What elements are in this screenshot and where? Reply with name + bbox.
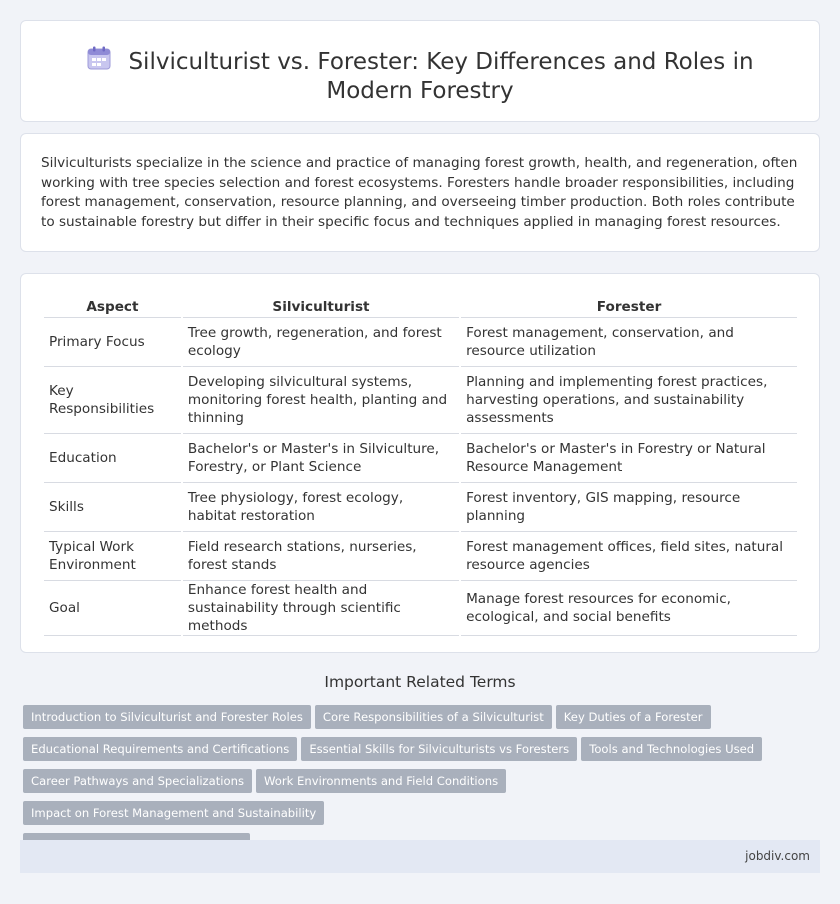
page-title: Silviculturist vs. Forester: Key Differences and Roles in Modern Forestry	[128, 49, 754, 104]
footer	[20, 840, 820, 873]
cell-forester: Manage forest resources for economic, ecological, and social benefits	[461, 581, 797, 636]
table-row	[44, 581, 797, 636]
intro-paragraph: Silviculturists specialize in the science and practice of managing forest growth, health, and regeneration, often working with tree species selection and forest ecosystems. Foresters handle broader responsibilities, including forest management, conservation, resource planning, and overseeing timber production. Both roles contribute to sustainable forestry but differ in their specific focus and techniques applied in managing forest resources.	[41, 155, 798, 230]
intro-card	[20, 133, 820, 252]
cell-forester: Planning and implementing forest practices, harvesting operations, and sustainability assessments	[461, 367, 797, 434]
related-terms-title: Important Related Terms	[324, 673, 516, 691]
cell-aspect: Skills	[44, 483, 181, 532]
title-wrap	[61, 45, 779, 106]
comparison-table	[42, 296, 799, 636]
header-forester: Forester	[461, 296, 797, 318]
table-header-row	[44, 296, 797, 318]
header-silviculturist: Silviculturist	[183, 296, 459, 318]
cell-silviculturist: Tree physiology, forest ecology, habitat restoration	[183, 483, 459, 532]
table-row	[44, 367, 797, 434]
cell-silviculturist: Bachelor's or Master's in Silviculture, Forestry, or Plant Science	[183, 434, 459, 483]
related-term-tag[interactable]: Impact on Forest Management and Sustainability	[23, 801, 324, 825]
related-term-tag[interactable]: Key Duties of a Forester	[556, 705, 711, 729]
related-term-tag[interactable]: Tools and Technologies Used	[581, 737, 762, 761]
table-row	[44, 434, 797, 483]
related-term-tag[interactable]: Work Environments and Field Conditions	[256, 769, 506, 793]
calendar-icon	[86, 45, 112, 71]
table-row	[44, 318, 797, 367]
cell-silviculturist: Developing silvicultural systems, monitoring forest health, planting and thinning	[183, 367, 459, 434]
cell-aspect: Education	[44, 434, 181, 483]
cell-silviculturist: Tree growth, regeneration, and forest ecology	[183, 318, 459, 367]
footer-site-link[interactable]: jobdiv.com	[745, 849, 810, 863]
cell-aspect: Key Responsibilities	[44, 367, 181, 434]
cell-silviculturist: Enhance forest health and sustainability through scientific methods	[183, 581, 459, 636]
title-card	[20, 20, 820, 122]
related-term-tag[interactable]: Core Responsibilities of a Silviculturist	[315, 705, 552, 729]
header-aspect: Aspect	[44, 296, 181, 318]
related-term-tag[interactable]: Introduction to Silviculturist and Forester Roles	[23, 705, 311, 729]
cell-aspect: Typical Work Environment	[44, 532, 181, 581]
cell-forester: Forest management offices, field sites, natural resource agencies	[461, 532, 797, 581]
related-term-tag[interactable]: Educational Requirements and Certifications	[23, 737, 297, 761]
related-term-tag[interactable]: Career Pathways and Specializations	[23, 769, 252, 793]
cell-silviculturist: Field research stations, nurseries, forest stands	[183, 532, 459, 581]
related-term-tag[interactable]: Essential Skills for Silviculturists vs Foresters	[301, 737, 577, 761]
cell-aspect: Primary Focus	[44, 318, 181, 367]
cell-forester: Forest management, conservation, and resource utilization	[461, 318, 797, 367]
comparison-table-card	[20, 273, 820, 653]
cell-aspect: Goal	[44, 581, 181, 636]
table-row	[44, 483, 797, 532]
table-row	[44, 532, 797, 581]
cell-forester: Bachelor's or Master's in Forestry or Natural Resource Management	[461, 434, 797, 483]
cell-forester: Forest inventory, GIS mapping, resource planning	[461, 483, 797, 532]
